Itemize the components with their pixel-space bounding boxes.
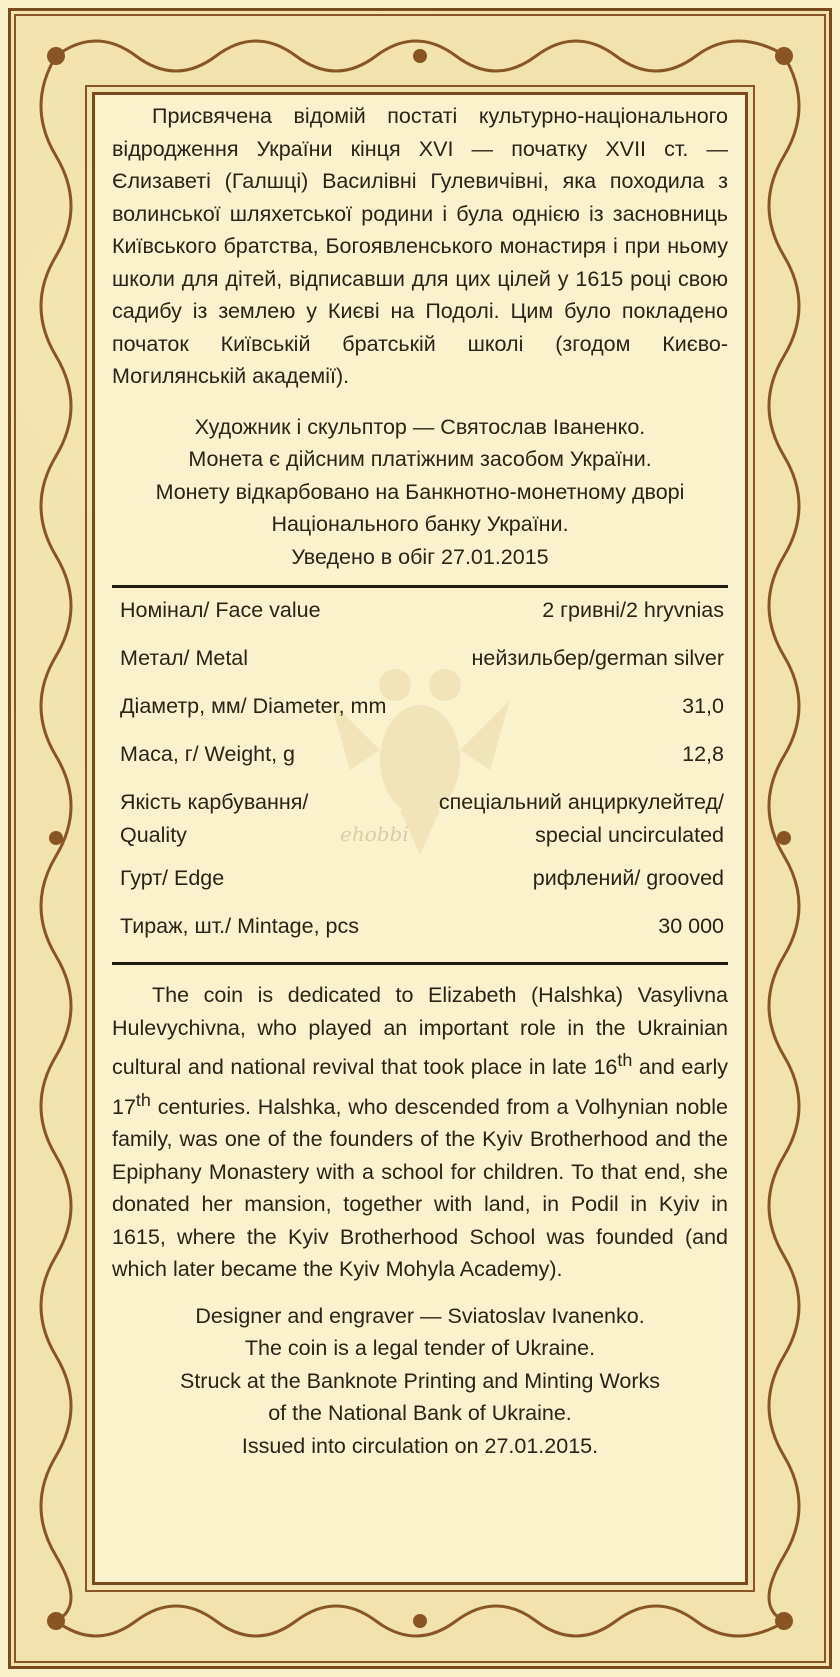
spec-label: Метал/ Metal [120, 646, 249, 670]
english-text: centuries. Halshka, who descended from a Volhynian noble family, was one of the founders of the Kyiv Brotherhood and the Epiphany Monastery with a school for children. To that end, she donated her mansion, together with land, in Podil in Kyiv in 1615, where the Kyiv Brotherhood School was founded (and which later became the Kyiv Mohyla Academy). [112, 1094, 728, 1282]
ukrainian-credits [112, 411, 728, 574]
spec-label-line: Quality [120, 822, 187, 847]
english-description [112, 979, 728, 1286]
credit-line: Issued into circulation on 27.01.2015. [241, 1433, 599, 1458]
spec-label-line: Якість карбування/ [120, 790, 309, 814]
spec-row-weight [120, 738, 724, 786]
credit-line: The coin is a legal tender of Ukraine. [244, 1336, 596, 1361]
credit-line: Struck at the Banknote Printing and Minting Works [179, 1368, 660, 1393]
spec-row-diameter [120, 690, 724, 738]
main-content [112, 100, 728, 1462]
spec-row-quality [120, 786, 724, 862]
spec-value: 2 гривні/2 hryvnias [542, 598, 724, 622]
spec-value: рифлений/ grooved [532, 866, 724, 890]
spec-label: Номінал/ Face value [120, 598, 321, 622]
spec-row-mintage [120, 910, 724, 958]
spec-label: Маса, г/ Weight, g [120, 742, 295, 766]
english-text: and early 17 [112, 1055, 728, 1119]
spec-value-line: спеціальний анциркулейтед/ [438, 790, 724, 814]
english-credits [112, 1300, 728, 1463]
spec-row-metal [120, 642, 724, 690]
spec-value: 31,0 [682, 694, 724, 718]
credit-line: Монету відкарбовано на Банкнотно-монетному дворі [155, 479, 685, 504]
spec-label: Діаметр, мм/ Diameter, mm [120, 694, 387, 718]
credit-line: Національного банку України. [271, 512, 569, 536]
spec-label: Тираж, шт./ Mintage, pcs [120, 914, 359, 938]
credit-line: Уведено в обіг 27.01.2015 [291, 544, 549, 569]
superscript: th [135, 1089, 151, 1110]
credit-line: Художник і скульптор — Святослав Іваненко. [194, 414, 646, 439]
superscript: th [617, 1050, 633, 1070]
spec-value: 12,8 [682, 742, 724, 766]
ukrainian-description: Присвячена відомій постаті культурно-національного відродження України кінця XVI — початку XVII ст. — Єлизаветі (Галшці) Василівні Гулевичівні, яка походила з волинської шляхетської родини і була однією із засновниць Київського братства, Богоявленського монастиря і при ньому школи для дітей, відписавши для цих цілей у 1615 році свою садибу із землею у Києві на Подолі. Цим було покладено початок Київській братській школі (згодом Києво-Могилянській академії). [112, 104, 728, 388]
credit-line: Designer and engraver — Sviatoslav Ivanenko. [195, 1303, 645, 1328]
spec-label: Гурт/ Edge [120, 866, 225, 890]
watermark-text: ehobbi [340, 822, 409, 846]
spec-label [120, 786, 308, 851]
spec-row-face-value [120, 594, 724, 642]
specifications-table [112, 585, 728, 965]
english-text: The coin is dedicated to Elizabeth (Halshka) Vasylivna Hulevychivna, who played an important role in the Ukrainian cultural and national revival that took place in late 16 [112, 983, 728, 1080]
spec-row-edge [120, 862, 724, 910]
credit-line: Монета є дійсним платіжним засобом України. [188, 447, 652, 471]
spec-value-line: special uncirculated [535, 822, 724, 847]
credit-line: of the National Bank of Ukraine. [268, 1401, 572, 1426]
spec-value: 30 000 [658, 914, 724, 938]
spec-value: нейзильбер/german silver [471, 646, 724, 670]
spec-value [439, 786, 724, 851]
